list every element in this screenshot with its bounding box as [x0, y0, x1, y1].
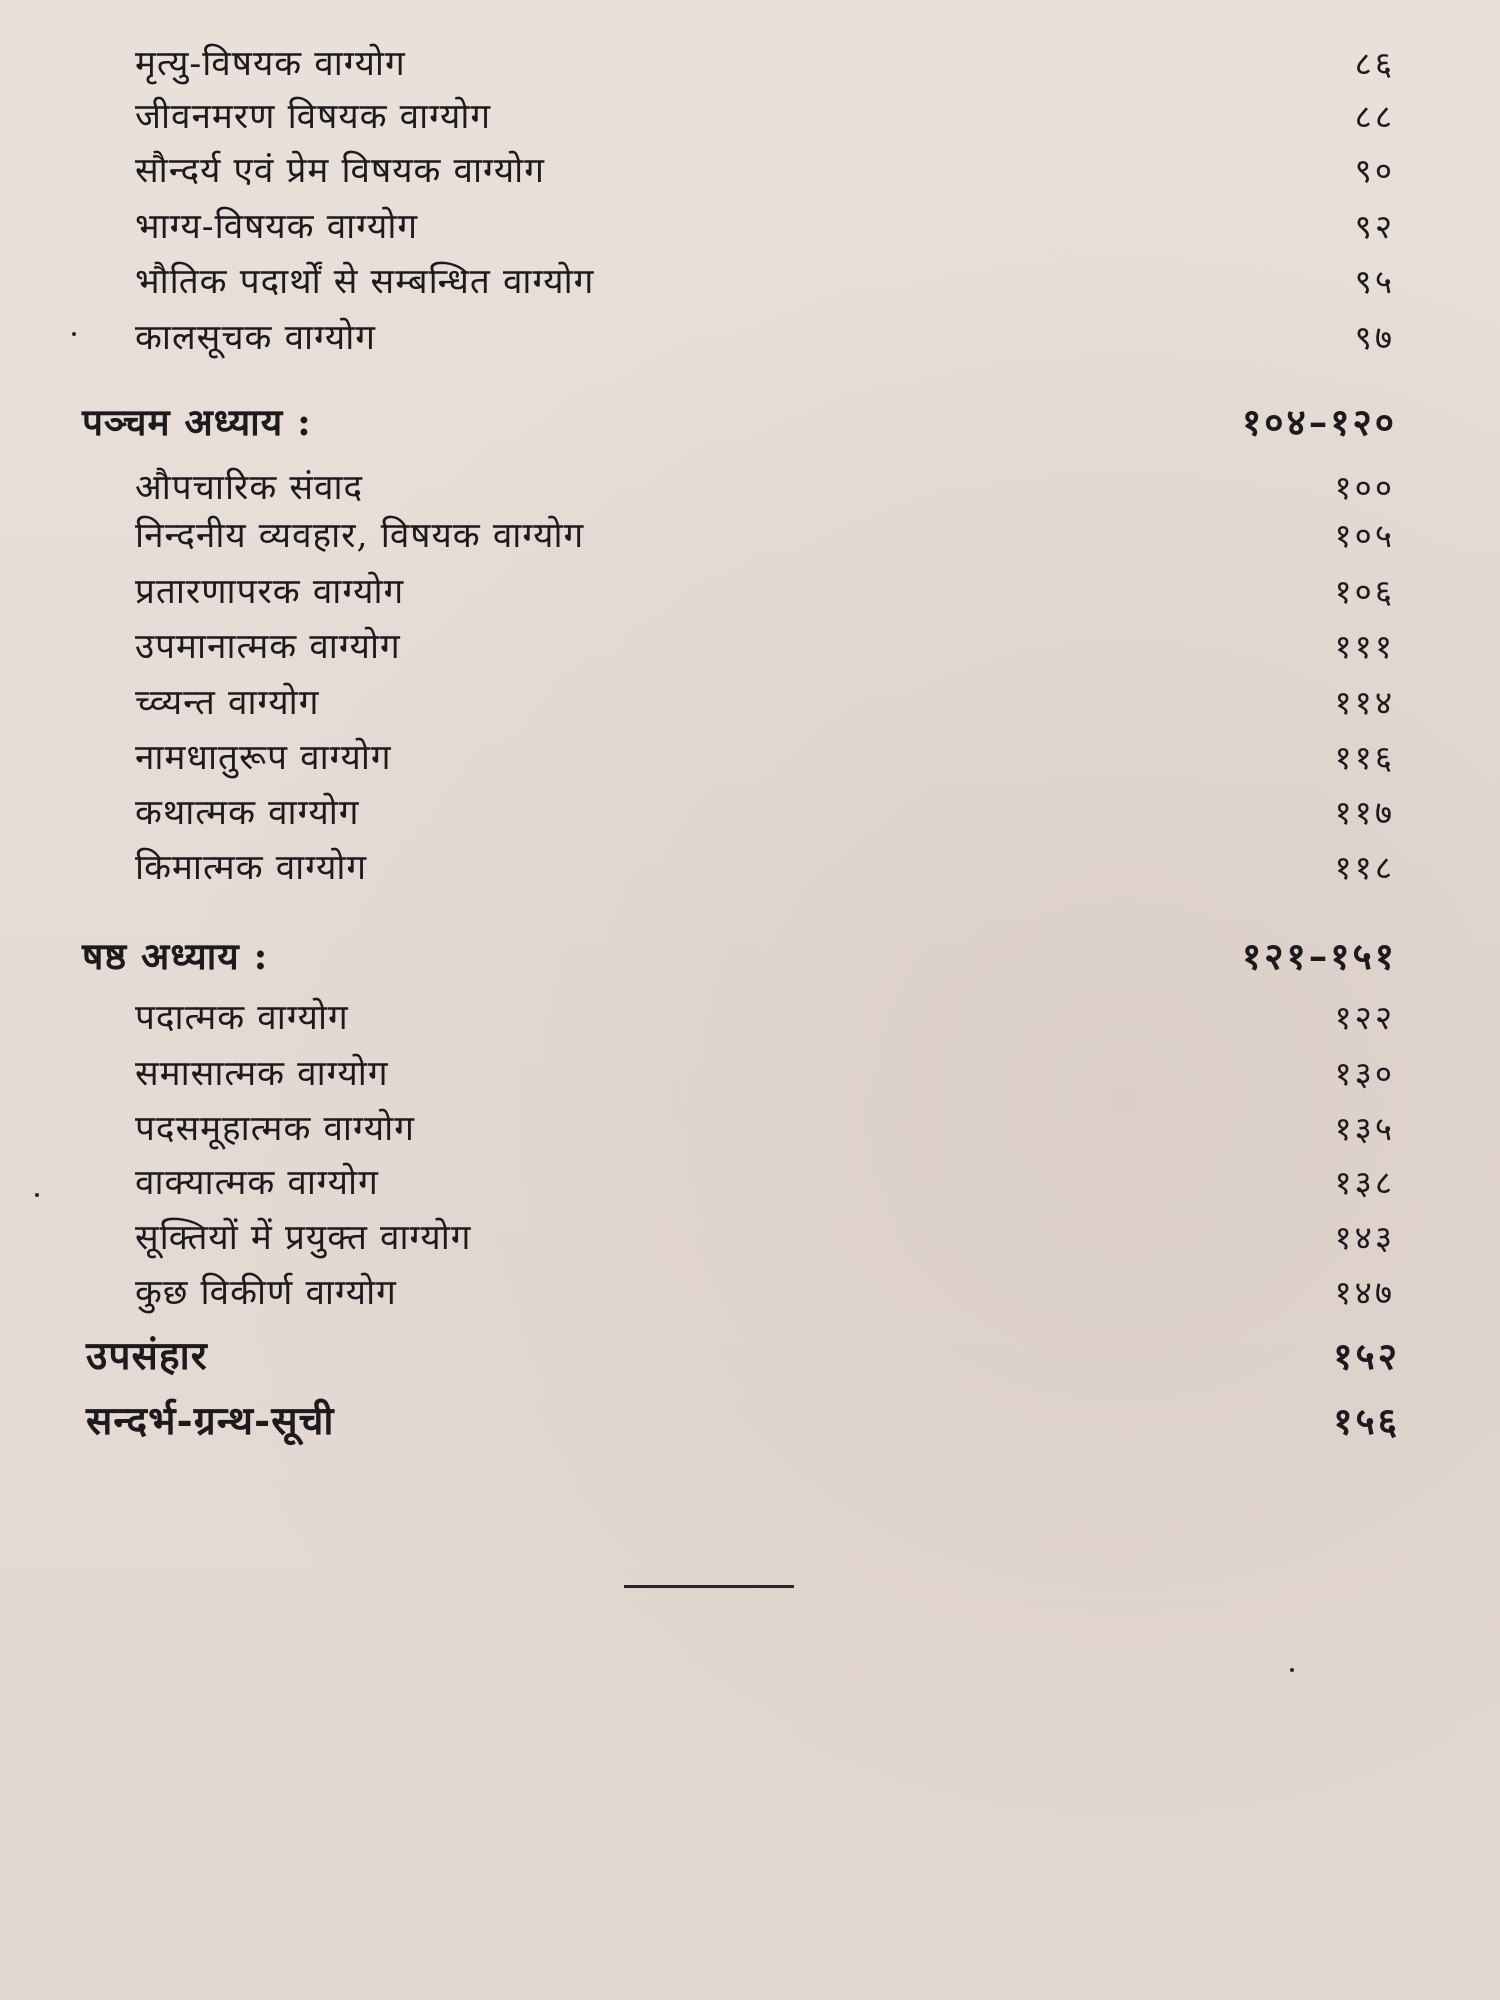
entry-title: कथात्मक वाग्योग: [135, 793, 360, 833]
entry-title: किमात्मक वाग्योग: [135, 848, 368, 888]
entry-page-number: १००: [1334, 468, 1395, 507]
entry-page-number: ८८: [1354, 97, 1395, 136]
toc-entry: [0, 1265, 1500, 1321]
toc-entry: [0, 730, 1500, 786]
toc-entry: [0, 990, 1500, 1046]
entry-page-number: १२२: [1334, 998, 1395, 1037]
entry-page-number: १३८: [1334, 1163, 1395, 1202]
entry-title: कालसूचक वाग्योग: [135, 318, 376, 358]
toc-entry: [0, 1046, 1500, 1102]
closing-title: उपसंहार: [86, 1333, 208, 1379]
end-divider-line: [624, 1585, 794, 1588]
toc-entry: [0, 1210, 1500, 1266]
entry-title: नामधातुरूप वाग्योग: [135, 738, 392, 778]
closing-title: सन्दर्भ-ग्रन्थ-सूची: [86, 1398, 335, 1444]
toc-entry: [0, 199, 1500, 255]
entry-page-number: १४३: [1334, 1218, 1395, 1257]
entry-page-number: ९२: [1354, 207, 1395, 246]
toc-entry: [0, 143, 1500, 199]
entry-title: निन्दनीय व्यवहार, विषयक वाग्योग: [135, 516, 585, 556]
chapter-heading: [0, 928, 1500, 984]
entry-title: भाग्य-विषयक वाग्योग: [135, 207, 419, 247]
entry-title: उपमानात्मक वाग्योग: [135, 627, 401, 667]
toc-entry: [0, 508, 1500, 564]
entry-title: सूक्तियों में प्रयुक्त वाग्योग: [135, 1218, 472, 1258]
entry-page-number: १३५: [1334, 1109, 1395, 1148]
toc-closing-entry: [0, 1393, 1500, 1449]
entry-title: प्रतारणापरक वाग्योग: [135, 572, 405, 612]
toc-entry: [0, 785, 1500, 841]
entry-title: समासात्मक वाग्योग: [135, 1054, 389, 1094]
toc-entry: [0, 89, 1500, 145]
toc-entry: [0, 254, 1500, 310]
entry-page-number: ८६: [1354, 44, 1395, 83]
toc-entry: [0, 1155, 1500, 1211]
entry-title: च्व्यन्त वाग्योग: [135, 683, 320, 723]
entry-title: सौन्दर्य एवं प्रेम विषयक वाग्योग: [135, 151, 545, 191]
chapter-page-range: १२१–१५१: [1242, 934, 1397, 978]
entry-title: भौतिक पदार्थों से सम्बन्धित वाग्योग: [135, 262, 595, 302]
chapter-heading: [0, 394, 1500, 450]
entry-page-number: ९५: [1354, 262, 1395, 301]
entry-title: जीवनमरण विषयक वाग्योग: [135, 97, 492, 137]
entry-page-number: ११६: [1334, 738, 1395, 777]
entry-page-number: १०६: [1334, 572, 1395, 611]
chapter-page-range: १०४–१२०: [1242, 400, 1397, 444]
entry-page-number: ११७: [1334, 793, 1395, 832]
entry-page-number: ११४: [1334, 683, 1395, 722]
entry-page-number: ९७: [1354, 318, 1395, 357]
toc-entry: [0, 840, 1500, 896]
entry-title: पदसमूहात्मक वाग्योग: [135, 1109, 415, 1149]
entry-page-number: १३०: [1334, 1054, 1395, 1093]
paper-speck: [35, 1193, 39, 1197]
entry-title: औपचारिक संवाद: [135, 468, 364, 508]
toc-entry: [0, 564, 1500, 620]
entry-page-number: ११८: [1334, 848, 1395, 887]
entry-page-number: १४७: [1334, 1273, 1395, 1312]
entry-page-number: ९०: [1354, 151, 1395, 190]
toc-entry: [0, 1101, 1500, 1157]
entry-title: वाक्यात्मक वाग्योग: [135, 1163, 379, 1203]
toc-closing-entry: [0, 1328, 1500, 1384]
toc-entry: [0, 36, 1500, 92]
entry-title: पदात्मक वाग्योग: [135, 998, 349, 1038]
toc-entry: [0, 619, 1500, 675]
closing-page-number: १५२: [1333, 1334, 1400, 1378]
entry-page-number: १११: [1334, 627, 1395, 666]
toc-entry: [0, 310, 1500, 366]
paper-speck: [1290, 1668, 1294, 1672]
chapter-title: पञ्चम अध्याय :: [82, 400, 312, 444]
chapter-title: षष्ठ अध्याय :: [82, 934, 269, 978]
entry-title: मृत्यु-विषयक वाग्योग: [135, 44, 406, 84]
paper-speck: [72, 332, 76, 336]
entry-page-number: १०५: [1334, 516, 1395, 555]
toc-entry: [0, 675, 1500, 731]
closing-page-number: १५६: [1333, 1399, 1400, 1443]
entry-title: कुछ विकीर्ण वाग्योग: [135, 1273, 397, 1313]
